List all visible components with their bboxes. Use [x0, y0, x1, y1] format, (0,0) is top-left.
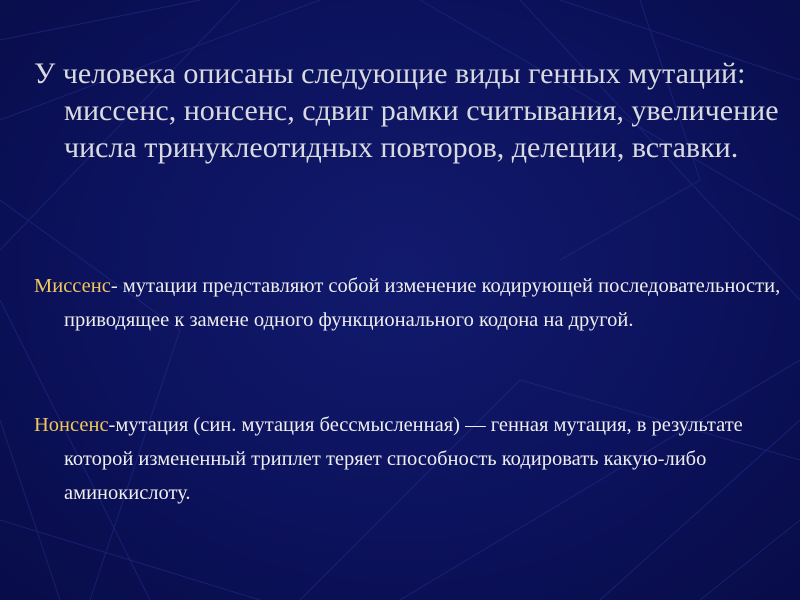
- nonsense-definition: -мутация (син. мутация бессмысленная) — генная мутация, в результате которой измененный триплет теряет способность кодировать какую-либо аминокислоту.: [64, 414, 743, 504]
- missense-paragraph: [34, 269, 794, 337]
- nonsense-term: Нонсенс: [34, 414, 109, 436]
- nonsense-paragraph: [34, 408, 794, 510]
- intro-paragraph: У человека описаны следующие виды генных мутаций: миссенс, нонсенс, сдвиг рамки считывания, увеличение числа тринуклеотидных повторов, делеции, вставки.: [34, 57, 779, 164]
- missense-term: Миссенс: [34, 275, 111, 297]
- missense-definition: - мутации представляют собой изменение кодирующей последовательности, приводящее к замене одного функционального кодона на другой.: [64, 275, 781, 331]
